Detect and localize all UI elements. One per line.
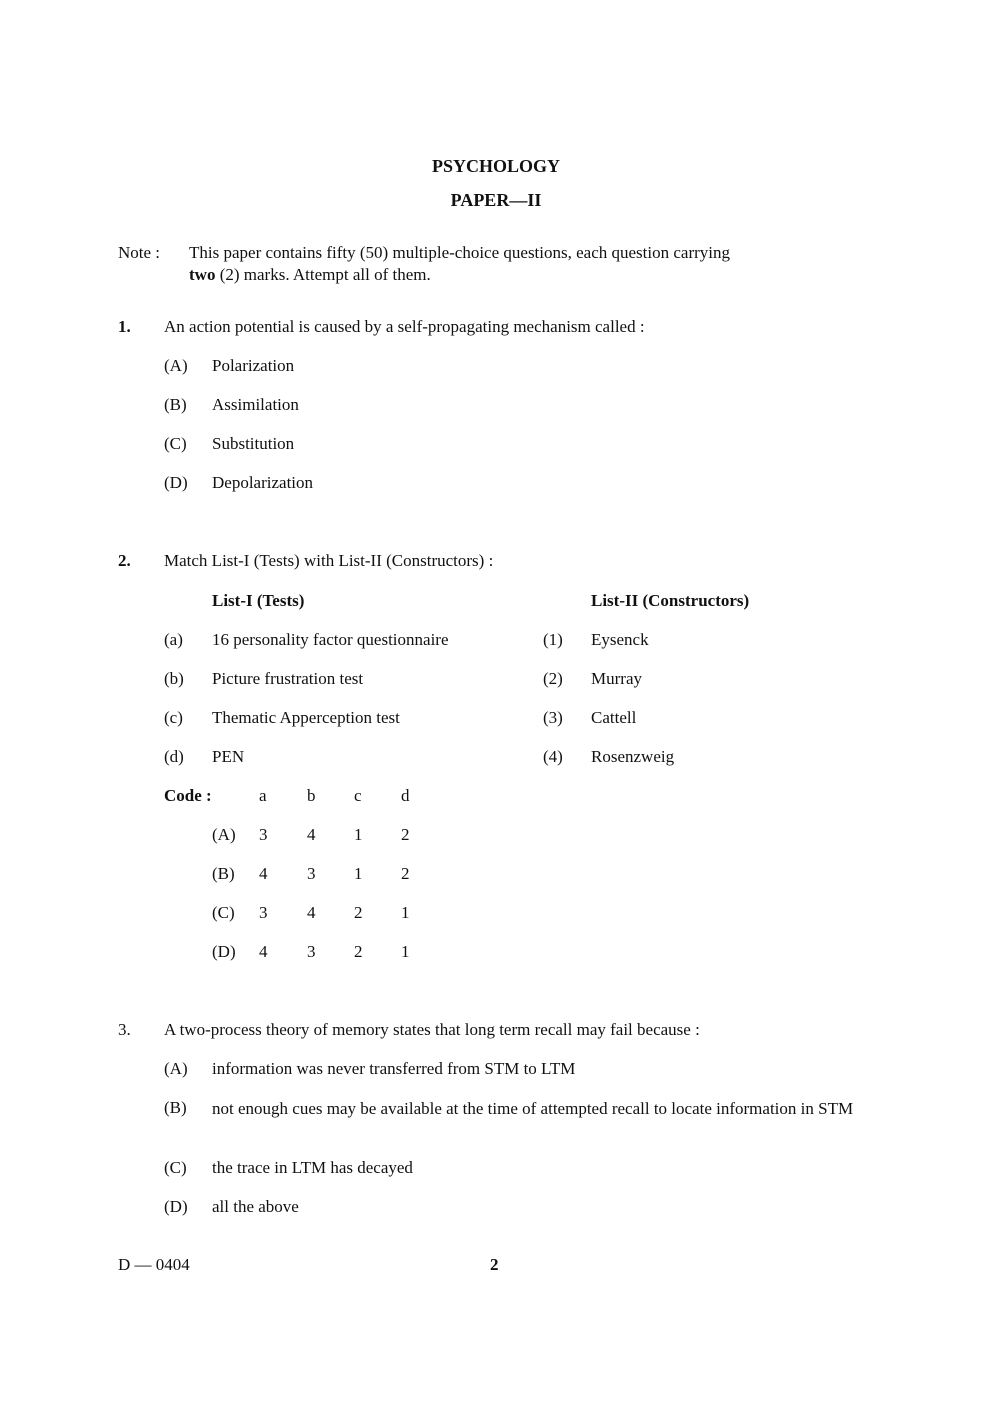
code-row-b-label: (B) [212, 864, 235, 883]
code-cell: 4 [307, 825, 316, 844]
question-1-number: 1. [118, 317, 131, 336]
code-row-d-label: (D) [212, 942, 236, 961]
list-2-header: List-II (Constructors) [591, 591, 750, 610]
question-3-number: 3. [118, 1020, 131, 1039]
list-1-item-b-label: (b) [164, 669, 184, 688]
q3-option-c-label: (C) [164, 1158, 187, 1177]
code-cell: 1 [354, 825, 363, 844]
question-3-text: A two-process theory of memory states that long term recall may fail because : [164, 1020, 700, 1039]
code-cell: 3 [307, 942, 316, 961]
code-cell: 1 [354, 864, 363, 883]
note-label: Note : [118, 243, 161, 262]
list-2-item-4-text: Rosenzweig [591, 747, 675, 766]
note-line-2 [189, 265, 431, 285]
q1-option-d-label: (D) [164, 473, 188, 492]
code-row-c-label: (C) [212, 903, 235, 922]
list-2-item-2-text: Murray [591, 669, 642, 688]
code-cell: 4 [259, 942, 268, 961]
code-cell: 2 [354, 903, 363, 922]
list-2-item-2-label: (2) [543, 669, 563, 688]
page-number: 2 [490, 1255, 499, 1274]
list-1-item-d-label: (d) [164, 747, 184, 766]
code-cell: 2 [401, 825, 410, 844]
code-col-d: d [401, 786, 410, 805]
note-line-1: This paper contains fifty (50) multiple-choice questions, each question carrying [189, 243, 731, 262]
code-cell: 4 [307, 903, 316, 922]
code-row-a-label: (A) [212, 825, 236, 844]
list-2-item-1-text: Eysenck [591, 630, 649, 649]
note-emphasis: two [189, 265, 216, 284]
code-col-c: c [354, 786, 362, 805]
code-label: Code : [164, 786, 212, 805]
list-2-item-1-label: (1) [543, 630, 563, 649]
code-cell: 1 [401, 903, 410, 922]
list-2-item-4-label: (4) [543, 747, 563, 766]
footer-code: D — 0404 [118, 1255, 190, 1274]
q3-option-c-text: the trace in LTM has decayed [212, 1158, 413, 1177]
q3-option-b-text: not enough cues may be available at the time of attempted recall to locate information in STM [212, 1099, 854, 1118]
list-1-item-a-text: 16 personality factor questionnaire [212, 630, 449, 649]
list-2-item-3-label: (3) [543, 708, 563, 727]
list-2-item-3-text: Cattell [591, 708, 637, 727]
question-2-text: Match List-I (Tests) with List-II (Constructors) : [164, 551, 494, 570]
q1-option-c-text: Substitution [212, 434, 295, 453]
q1-option-c-label: (C) [164, 434, 187, 453]
list-1-item-a-label: (a) [164, 630, 183, 649]
code-cell: 4 [259, 864, 268, 883]
q1-option-d-text: Depolarization [212, 473, 314, 492]
q1-option-a-text: Polarization [212, 356, 295, 375]
q3-option-d-label: (D) [164, 1197, 188, 1216]
question-2-number: 2. [118, 551, 131, 570]
list-1-item-c-text: Thematic Apperception test [212, 708, 400, 727]
code-col-b: b [307, 786, 316, 805]
q3-option-a-text: information was never transferred from STM to LTM [212, 1059, 576, 1078]
note-line-2-text: (2) marks. Attempt all of them. [215, 265, 431, 284]
paper-title: PAPER—II [450, 190, 542, 210]
q1-option-b-label: (B) [164, 395, 187, 414]
q3-option-d-text: all the above [212, 1197, 299, 1216]
q3-option-a-label: (A) [164, 1059, 188, 1078]
question-1-text: An action potential is caused by a self-propagating mechanism called : [164, 317, 645, 336]
list-1-item-c-label: (c) [164, 708, 183, 727]
list-1-header: List-I (Tests) [212, 591, 305, 610]
code-cell: 2 [354, 942, 363, 961]
subject-title: PSYCHOLOGY [431, 156, 560, 176]
code-cell: 2 [401, 864, 410, 883]
q3-option-b-label: (B) [164, 1098, 187, 1117]
code-cell: 1 [401, 942, 410, 961]
code-col-a: a [259, 786, 267, 805]
code-cell: 3 [259, 903, 268, 922]
code-cell: 3 [307, 864, 316, 883]
q1-option-b-text: Assimilation [212, 395, 299, 414]
list-1-item-d-text: PEN [212, 747, 245, 766]
list-1-item-b-text: Picture frustration test [212, 669, 364, 688]
q1-option-a-label: (A) [164, 356, 188, 375]
code-cell: 3 [259, 825, 268, 844]
